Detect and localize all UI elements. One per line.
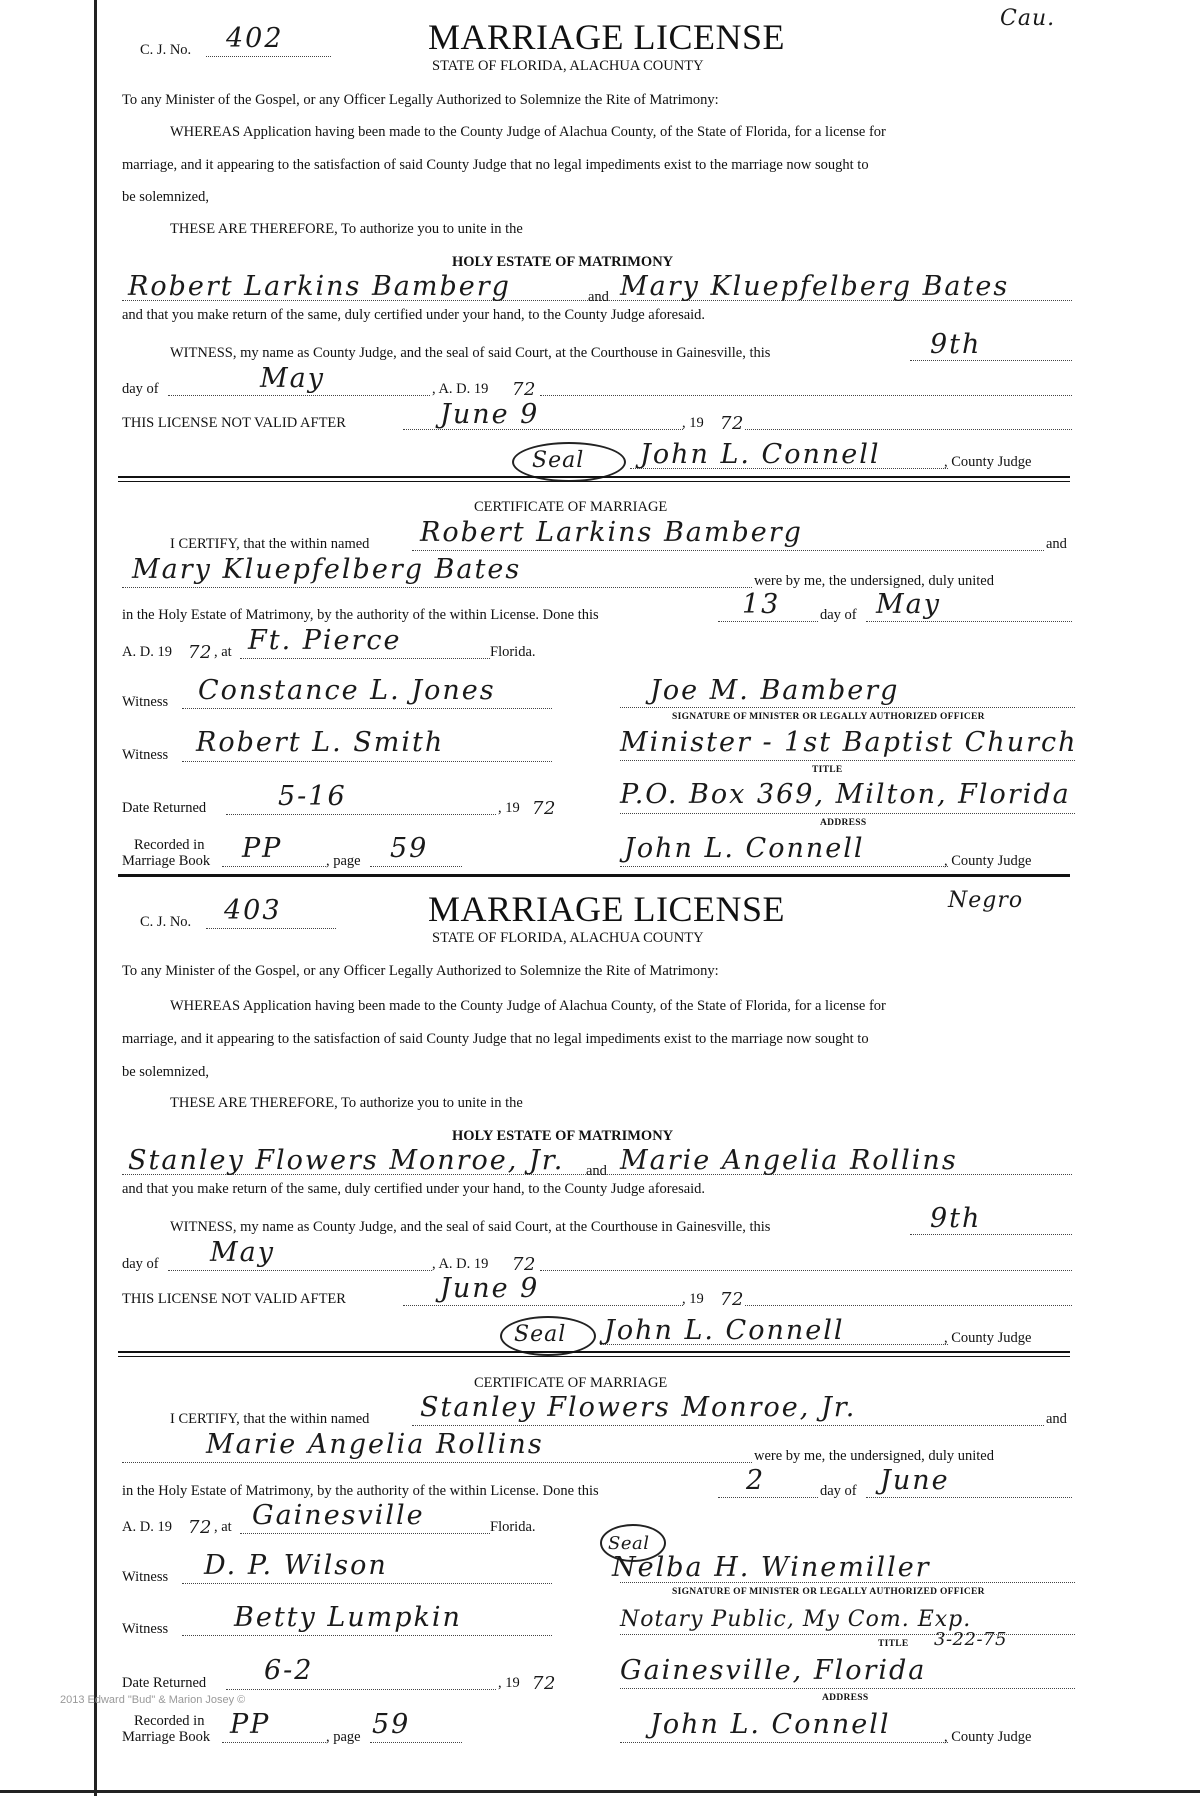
address-line: To any Minister of the Gospel, or any Officer Legally Authorized to Solemnize the Rite of Matrimony: — [122, 92, 719, 108]
witness-day: 9th — [930, 1203, 982, 1234]
valid-year: 72 — [720, 413, 744, 434]
valid-until: June 9 — [440, 1273, 540, 1304]
witness-label-1: Witness — [122, 1569, 169, 1585]
returned-year-label: , 19 — [498, 1675, 520, 1691]
officiant-title: Notary Public, My Com. Exp. — [620, 1607, 972, 1632]
book: PP — [242, 833, 283, 864]
whereas-1: WHEREAS Application having been made to the County Judge of Alachua County, of the State of Florida, for a license for — [170, 998, 886, 1014]
seal-stamp: Seal — [512, 442, 626, 482]
whereas-3: be solemnized, — [122, 189, 209, 205]
and-label-2: and — [1046, 1411, 1067, 1427]
marriage-book-label: Marriage Book — [122, 853, 211, 869]
whereas-1: WHEREAS Application having been made to the County Judge of Alachua County, of the State of Florida, for a license for — [170, 124, 886, 140]
judge-signature: John L. Connell — [604, 1315, 845, 1346]
license-title: MARRIAGE LICENSE — [428, 889, 785, 929]
witness-line: WITNESS, my name as County Judge, and the seal of said Court, at the Courthouse in Gainesville, this — [170, 345, 771, 361]
day-of-short: day of — [820, 607, 857, 623]
date-returned-label: Date Returned — [122, 1675, 207, 1691]
whereas-2: marriage, and it appearing to the satisfaction of said County Judge that no legal impediments exist to the marriage now sought to — [122, 1031, 869, 1047]
officiant-title: Minister - 1st Baptist Church — [620, 727, 1078, 758]
groom-name: Stanley Flowers Monroe, Jr. — [128, 1145, 565, 1176]
recorded-in-label: Recorded in — [134, 837, 205, 853]
ad-at-label: A. D. 19 — [122, 644, 172, 660]
witness-2: Robert L. Smith — [196, 727, 445, 758]
address-label: ADDRESS — [820, 818, 867, 828]
license-month: May — [260, 363, 325, 394]
corner-note: Negro — [948, 888, 1024, 913]
cj-no-label: C. J. No. — [140, 914, 192, 930]
at-label: , at — [214, 644, 232, 660]
at-label: , at — [214, 1519, 232, 1535]
date-returned: 5-16 — [278, 781, 347, 812]
witness-2: Betty Lumpkin — [234, 1602, 462, 1633]
county-judge-label-2: , County Judge — [944, 853, 1032, 869]
place: Gainesville — [252, 1500, 425, 1531]
page-number: 59 — [390, 833, 429, 864]
divider — [118, 1351, 1070, 1357]
cert-bride: Marie Angelia Rollins — [206, 1429, 544, 1460]
bride-name: Mary Kluepfelberg Bates — [620, 271, 1010, 302]
license-title: MARRIAGE LICENSE — [428, 17, 785, 57]
done-month: May — [876, 589, 941, 620]
returned-year: 72 — [532, 1673, 556, 1694]
ad-label: , A. D. 19 — [432, 1256, 489, 1272]
county-judge-label: , County Judge — [944, 1330, 1032, 1346]
return-line: and that you make return of the same, duly certified under your hand, to the County Judge aforesaid. — [122, 1181, 706, 1197]
holy-estate-heading: HOLY ESTATE OF MATRIMONY — [452, 1128, 674, 1144]
ad-label: , A. D. 19 — [432, 381, 489, 397]
left-border — [94, 0, 97, 1796]
and-label: and — [588, 289, 609, 305]
officiant-address: P.O. Box 369, Milton, Florida — [620, 779, 1071, 810]
witness-1: Constance L. Jones — [198, 675, 496, 706]
cert-groom: Stanley Flowers Monroe, Jr. — [420, 1392, 857, 1423]
license-year: 72 — [512, 1254, 536, 1275]
done-month: June — [880, 1465, 950, 1496]
returned-year: 72 — [532, 798, 556, 819]
title-label: TITLE — [812, 765, 843, 775]
section-divider — [118, 874, 1070, 877]
address-label: ADDRESS — [822, 1693, 869, 1703]
cj-no-value: 403 — [224, 895, 282, 926]
day-of-label: day of — [122, 1256, 159, 1272]
holy-estate-heading: HOLY ESTATE OF MATRIMONY — [452, 254, 674, 270]
bottom-border — [0, 1790, 1200, 1793]
certify-label: I CERTIFY, that the within named — [170, 536, 370, 552]
place: Ft. Pierce — [248, 625, 402, 656]
date-returned: 6-2 — [264, 1655, 314, 1686]
witness-line: WITNESS, my name as County Judge, and the seal of said Court, at the Courthouse in Gainesville, this — [170, 1219, 771, 1235]
cert-bride: Mary Kluepfelberg Bates — [132, 554, 522, 585]
page-number: 59 — [372, 1709, 411, 1740]
divider — [118, 476, 1070, 482]
florida-label: Florida. — [490, 1519, 536, 1535]
book: PP — [230, 1709, 271, 1740]
officiant-title-extra: 3-22-75 — [934, 1629, 1007, 1650]
therefore-line: THESE ARE THEREFORE, To authorize you to unite in the — [170, 221, 523, 237]
officiant-signature: Nelba H. Winemiller — [612, 1552, 931, 1583]
and-label: and — [586, 1163, 607, 1179]
copyright-watermark: 2013 Edward "Bud" & Marion Josey © — [60, 1694, 246, 1706]
not-valid-label: THIS LICENSE NOT VALID AFTER — [122, 415, 346, 431]
judge-signature-2: John L. Connell — [650, 1709, 891, 1740]
license-month: May — [210, 1237, 275, 1268]
therefore-line: THESE ARE THEREFORE, To authorize you to unite in the — [170, 1095, 523, 1111]
officiant-signature: Joe M. Bamberg — [650, 675, 900, 706]
signature-label: SIGNATURE OF MINISTER OR LEGALLY AUTHORIZED OFFICER — [672, 712, 985, 722]
not-valid-label: THIS LICENSE NOT VALID AFTER — [122, 1291, 346, 1307]
cert-groom: Robert Larkins Bamberg — [420, 517, 803, 548]
page-label: , page — [326, 1729, 361, 1745]
notary-seal: Seal — [600, 1524, 666, 1562]
were-by-me: were by me, the undersigned, duly united — [754, 1448, 994, 1464]
witness-label-1: Witness — [122, 694, 169, 710]
witness-1: D. P. Wilson — [204, 1550, 388, 1581]
corner-note: Cau. — [1000, 6, 1056, 31]
holy-estate-line: in the Holy Estate of Matrimony, by the authority of the within License. Done this — [122, 1483, 599, 1499]
done-day: 2 — [746, 1465, 766, 1496]
seal-stamp: Seal — [500, 1316, 596, 1356]
return-line: and that you make return of the same, duly certified under your hand, to the County Judge aforesaid. — [122, 307, 706, 323]
county-judge-label: , County Judge — [944, 454, 1032, 470]
whereas-2: marriage, and it appearing to the satisfaction of said County Judge that no legal impediments exist to the marriage now sought to — [122, 157, 869, 173]
were-by-me: were by me, the undersigned, duly united — [754, 573, 994, 589]
recorded-in-label: Recorded in — [134, 1713, 205, 1729]
valid-year: 72 — [720, 1289, 744, 1310]
certify-label: I CERTIFY, that the within named — [170, 1411, 370, 1427]
ad-at-label: A. D. 19 — [122, 1519, 172, 1535]
marriage-book-label: Marriage Book — [122, 1729, 211, 1745]
cert-title: CERTIFICATE OF MARRIAGE — [474, 1375, 668, 1391]
holy-estate-line: in the Holy Estate of Matrimony, by the authority of the within License. Done this — [122, 607, 599, 623]
done-year: 72 — [188, 1517, 212, 1538]
valid-until: June 9 — [440, 399, 540, 430]
done-day: 13 — [742, 589, 781, 620]
bride-name: Marie Angelia Rollins — [620, 1145, 958, 1176]
witness-label-2: Witness — [122, 1621, 169, 1637]
returned-year-label: , 19 — [498, 800, 520, 816]
done-year: 72 — [188, 642, 212, 663]
day-of-short: day of — [820, 1483, 857, 1499]
and-label-2: and — [1046, 536, 1067, 552]
page-label: , page — [326, 853, 361, 869]
cj-no-value: 402 — [226, 23, 284, 54]
florida-label: Florida. — [490, 644, 536, 660]
judge-signature: John L. Connell — [640, 439, 881, 470]
date-returned-label: Date Returned — [122, 800, 207, 816]
signature-label: SIGNATURE OF MINISTER OR LEGALLY AUTHORIZED OFFICER — [672, 1587, 985, 1597]
witness-label-2: Witness — [122, 747, 169, 763]
whereas-3: be solemnized, — [122, 1064, 209, 1080]
day-of-label: day of — [122, 381, 159, 397]
cj-no-label: C. J. No. — [140, 42, 192, 58]
county-judge-label-2: , County Judge — [944, 1729, 1032, 1745]
state-county: STATE OF FLORIDA, ALACHUA COUNTY — [432, 930, 704, 946]
officiant-address: Gainesville, Florida — [620, 1655, 927, 1686]
license-year: 72 — [512, 379, 536, 400]
witness-day: 9th — [930, 329, 982, 360]
valid-year-label: , 19 — [682, 1291, 704, 1307]
valid-year-label: , 19 — [682, 415, 704, 431]
state-county: STATE OF FLORIDA, ALACHUA COUNTY — [432, 58, 704, 74]
cert-title: CERTIFICATE OF MARRIAGE — [474, 499, 668, 515]
judge-signature-2: John L. Connell — [624, 833, 865, 864]
groom-name: Robert Larkins Bamberg — [128, 271, 511, 302]
address-line: To any Minister of the Gospel, or any Officer Legally Authorized to Solemnize the Rite of Matrimony: — [122, 963, 719, 979]
title-label: TITLE — [878, 1639, 909, 1649]
